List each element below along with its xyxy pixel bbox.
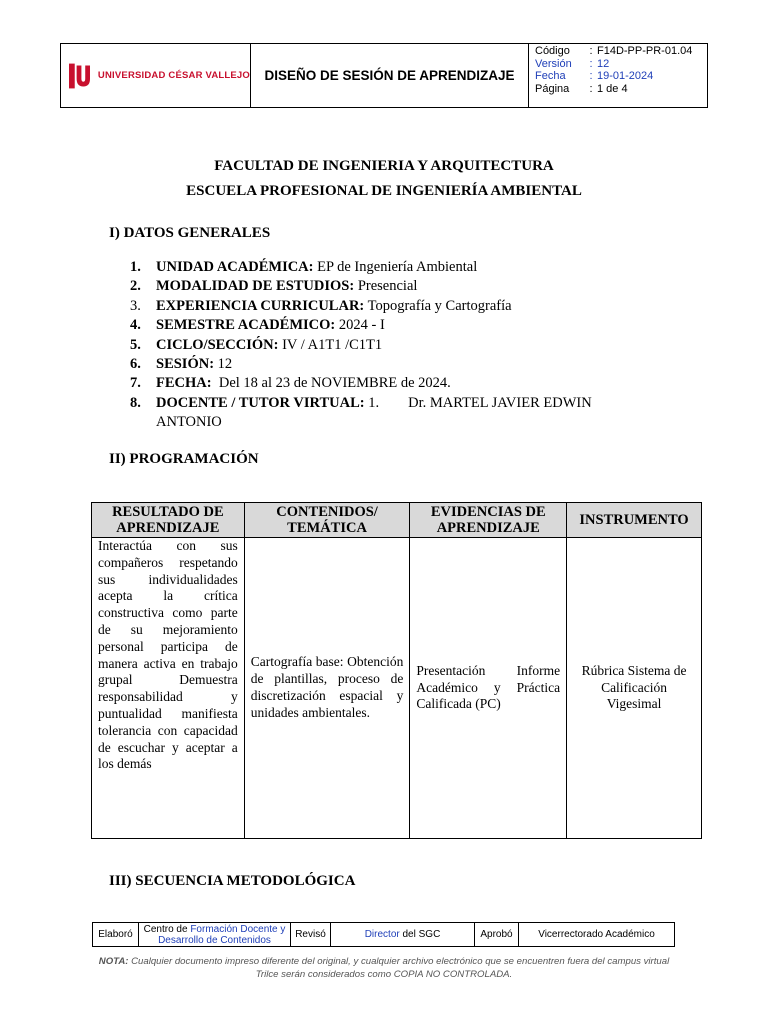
meta-value: 19-01-2024 bbox=[597, 70, 654, 83]
meta-value: F14D-PP-PR-01.04 bbox=[597, 45, 693, 57]
list-value: IV / A1T1 /C1T1 bbox=[278, 336, 383, 353]
content-text: Cartografía base: Obtención de plantillas, proceso de discretización espacial y unidades ambientales. bbox=[250, 654, 404, 720]
director-suffix: del SGC bbox=[399, 929, 441, 940]
meta-page-row bbox=[535, 83, 701, 96]
meta-colon: : bbox=[589, 82, 593, 95]
meta-date-row bbox=[535, 70, 701, 83]
aprobo-cell: Aprobó bbox=[475, 923, 519, 947]
evidence-cell bbox=[410, 538, 567, 839]
list-number: 8. bbox=[130, 394, 141, 411]
instrument-text: Rúbrica Sistema de Calificación Vigesimal bbox=[581, 662, 687, 712]
column-header: CONTENIDOS/ TEMÁTICA bbox=[244, 503, 410, 538]
list-text bbox=[156, 374, 650, 393]
list-label: FECHA: bbox=[156, 375, 212, 392]
vicerrectorado-cell: Vicerrectorado Académico bbox=[519, 923, 675, 947]
list-value: Del 18 al 23 de NOVIEMBRE de 2024. bbox=[211, 375, 451, 392]
list-item bbox=[130, 374, 650, 393]
elaboro-cell: Elaboró bbox=[93, 923, 139, 947]
result-cell bbox=[92, 538, 245, 839]
list-number: 7. bbox=[130, 375, 141, 392]
list-label: UNIDAD ACADÉMICA: bbox=[156, 259, 314, 275]
reviso-cell: Revisó bbox=[291, 923, 331, 947]
university-logo-icon bbox=[69, 63, 92, 89]
meta-key: Versión bbox=[535, 57, 572, 70]
list-text bbox=[156, 316, 650, 335]
logo-cell bbox=[61, 44, 251, 107]
list-label: EXPERIENCIA CURRICULAR: bbox=[156, 297, 365, 314]
footer-note bbox=[90, 955, 678, 981]
section-datos-generales-heading: I) DATOS GENERALES bbox=[109, 225, 271, 241]
meta-colon: : bbox=[589, 70, 593, 83]
meta-colon: : bbox=[589, 57, 593, 70]
list-label: CICLO/SECCIÓN: bbox=[156, 336, 279, 353]
general-data-list bbox=[130, 258, 650, 433]
list-text bbox=[156, 355, 650, 374]
list-number: 5. bbox=[130, 336, 141, 353]
column-header: INSTRUMENTO bbox=[567, 503, 702, 538]
list-value: EP de Ingeniería Ambiental bbox=[313, 259, 478, 275]
list-item bbox=[130, 394, 650, 433]
list-text bbox=[156, 277, 650, 296]
table-row bbox=[93, 923, 675, 947]
director-cell bbox=[331, 923, 475, 947]
list-number: 6. bbox=[130, 356, 141, 373]
note-text: Cualquier documento impreso diferente del original, y cualquier archivo electrónico que se encuentren fuera del campus virtual Trilce serán considerados como COPIA NO CONTROLADA. bbox=[128, 956, 670, 980]
instrument-cell bbox=[567, 538, 702, 839]
school-title: ESCUELA PROFESIONAL DE INGENIERÍA AMBIENTAL bbox=[186, 183, 582, 199]
list-text bbox=[156, 297, 650, 316]
document-title: DISEÑO DE SESIÓN DE APRENDIZAJE bbox=[251, 44, 529, 107]
list-text bbox=[156, 394, 650, 433]
column-header: RESULTADO DE APRENDIZAJE bbox=[92, 503, 245, 538]
meta-key: Código bbox=[535, 45, 570, 57]
list-item bbox=[130, 297, 650, 316]
approval-footer-table bbox=[92, 922, 675, 947]
list-item bbox=[130, 336, 650, 355]
evidence-text: Presentación Informe Académico y Práctica Calificada (PC) bbox=[416, 662, 561, 712]
list-number: 3. bbox=[130, 297, 141, 314]
list-item bbox=[130, 258, 650, 277]
list-text bbox=[156, 336, 650, 355]
meta-colon: : bbox=[589, 45, 593, 57]
content-cell bbox=[244, 538, 410, 839]
faculty-title: FACULTAD DE INGENIERIA Y ARQUITECTURA bbox=[214, 158, 554, 174]
list-label: SEMESTRE ACADÉMICO: bbox=[156, 317, 336, 334]
meta-code-row bbox=[535, 45, 701, 58]
list-value: 12 bbox=[214, 356, 233, 373]
list-item bbox=[130, 316, 650, 335]
list-item bbox=[130, 277, 650, 296]
list-item bbox=[130, 355, 650, 374]
list-value: 2024 - I bbox=[335, 317, 385, 334]
list-label: MODALIDAD DE ESTUDIOS: bbox=[156, 278, 355, 295]
list-value: 1. Dr. MARTEL JAVIER EDWIN ANTONIO bbox=[156, 394, 595, 431]
section-programacion-heading: II) PROGRAMACIÓN bbox=[109, 451, 259, 467]
meta-key: Página bbox=[535, 82, 570, 95]
document-meta bbox=[529, 44, 707, 107]
result-text: Interactúa con sus compañeros respetando sus individualidades acepta la crítica constructiva como parte de su mejoramiento personal participa de manera activa en trabajo grupal Demuestra responsabilidad y puntualidad manifiesta tolerancia con capacidad de escuchar y aceptar a los demás bbox=[98, 538, 238, 772]
list-number: 1. bbox=[130, 259, 141, 275]
meta-version-row bbox=[535, 58, 701, 71]
meta-value: 1 de 4 bbox=[597, 82, 628, 95]
meta-value: 12 bbox=[597, 57, 610, 70]
document-header bbox=[60, 43, 708, 108]
meta-key: Fecha bbox=[535, 70, 566, 83]
note-label: NOTA: bbox=[98, 956, 129, 967]
list-label: SESIÓN: bbox=[156, 356, 215, 373]
list-number: 2. bbox=[130, 278, 141, 295]
list-text bbox=[156, 258, 650, 277]
list-number: 4. bbox=[130, 317, 141, 334]
director-link: Director bbox=[364, 929, 400, 940]
programming-table bbox=[91, 502, 702, 839]
list-label: DOCENTE / TUTOR VIRTUAL: bbox=[156, 394, 365, 411]
column-header: EVIDENCIAS DE APRENDIZAJE bbox=[410, 503, 567, 538]
centro-cell bbox=[139, 923, 291, 947]
section-secuencia-heading: III) SECUENCIA METODOLÓGICA bbox=[109, 873, 356, 889]
university-logo-text: UNIVERSIDAD CÉSAR VALLEJO bbox=[97, 70, 250, 81]
list-value: Topografía y Cartografía bbox=[364, 297, 512, 314]
table-header-row bbox=[92, 503, 702, 538]
list-value: Presencial bbox=[354, 278, 418, 295]
centro-prefix: Centro de bbox=[143, 923, 191, 935]
table-row bbox=[92, 538, 702, 839]
centro-link: Formación Docente y Desarrollo de Contenidos bbox=[158, 923, 286, 946]
